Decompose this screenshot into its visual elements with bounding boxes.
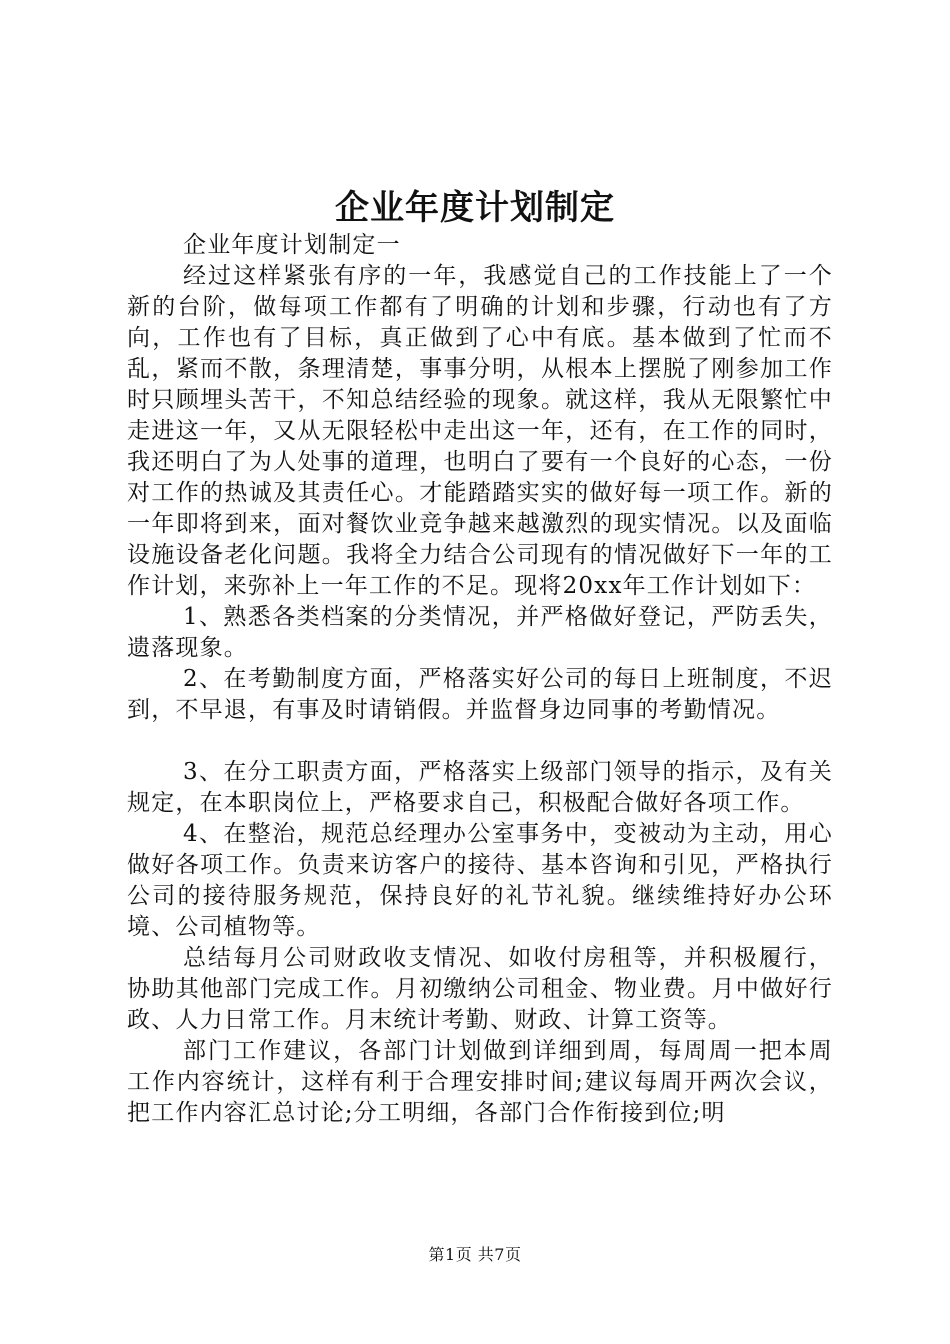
document-body [127,230,833,1129]
page-number: 第1页 共7页 [428,1245,522,1264]
section-heading: 企业年度计划制定一 [183,232,401,258]
monthly-summary-paragraph: 总结每月公司财政收支情况、如收付房租等，并积极履行，协助其他部门完成工作。月初缴纳公司租金、物业费。月中做好行政、人力日常工作。月末统计考勤、财政、计算工资等。 [127,945,833,1033]
plan-item-2: 2、在考勤制度方面，严格落实好公司的每日上班制度，不迟到，不早退，有事及时请销假。并监督身边同事的考勤情况。 [127,666,833,723]
intro-paragraph: 经过这样紧张有序的一年，我感觉自己的工作技能上了一个新的台阶，做每项工作都有了明确的计划和步骤，行动也有了方向，工作也有了目标，真正做到了心中有底。基本做到了忙而不乱，紧而不散，条理清楚，事事分明，从根本上摆脱了刚参加工作时只顾埋头苦干，不知总结经验的现象。就这样，我从无限繁忙中走进这一年，又从无限轻松中走出这一年，还有，在工作的同时，我还明白了为人处事的道理，也明白了要有一个良好的心态，一份对工作的热诚及其责任心。才能踏踏实实的做好每一项工作。新的一年即将到来，面对餐饮业竞争越来越激烈的现实情况。以及面临设施设备老化问题。我将全力结合公司现有的情况做好下一年的工作计划，来弥补上一年工作的不足。现将20xx年工作计划如下： [127,263,833,599]
department-suggestion-paragraph: 部门工作建议，各部门计划做到详细到周，每周周一把本周工作内容统计，这样有利于合理安排时间;建议每周开两次会议，把工作内容汇总讨论;分工明细，各部门合作衔接到位;明 [127,1038,833,1126]
plan-item-3: 3、在分工职责方面，严格落实上级部门领导的指示，及有关规定，在本职岗位上，严格要求自己，积极配合做好各项工作。 [127,759,833,816]
plan-item-1: 1、熟悉各类档案的分类情况，并严格做好登记，严防丢失，遗落现象。 [127,604,833,661]
document-title: 企业年度计划制定 [335,188,615,228]
plan-item-4: 4、在整治，规范总经理办公室事务中，变被动为主动，用心做好各项工作。负责来访客户的接待、基本咨询和引见，严格执行公司的接待服务规范，保持良好的礼节礼貌。继续维持好办公环境、公司植物等。 [127,821,833,940]
